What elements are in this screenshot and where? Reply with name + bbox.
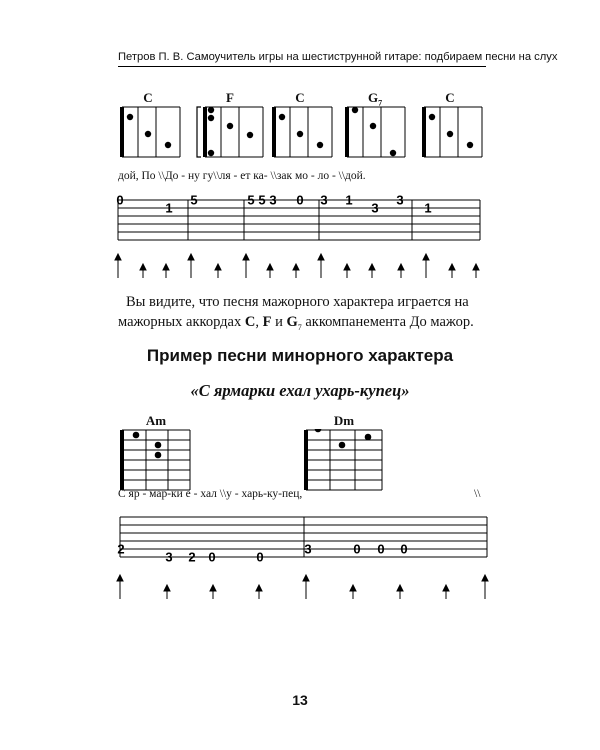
chord-grid xyxy=(302,429,392,509)
tab-staff-1 xyxy=(112,190,487,280)
tab-note: 3 xyxy=(320,192,328,208)
tab-note: 1 xyxy=(424,200,432,216)
tab-note: 5 xyxy=(190,192,198,208)
chord-name: F xyxy=(226,90,234,105)
tab-note: 0 xyxy=(296,192,304,208)
tab-note: 1 xyxy=(345,192,353,208)
chord-name: Am xyxy=(145,413,167,428)
chord-grid xyxy=(270,106,340,176)
lyrics-line-2-end: \\ xyxy=(474,488,481,500)
chord-name: C xyxy=(295,90,305,105)
tab-note: 3 xyxy=(396,192,404,208)
song-title: «С ярмарки ехал ухарь-купец» xyxy=(190,381,410,400)
section-title: Пример песни минорного характера xyxy=(146,346,454,365)
chord-name: $G_7$ xyxy=(367,90,383,108)
running-header: Петров П. В. Самоучитель игры на шестиструнной гитаре: подбираем песни на слух xyxy=(118,51,558,63)
tab-note: 2 xyxy=(117,541,125,557)
header-rule xyxy=(118,66,486,67)
chord-grid xyxy=(194,106,270,176)
tab-note: 0 xyxy=(256,549,264,565)
tab-staff-2 xyxy=(112,507,492,602)
chord-grid xyxy=(118,106,188,176)
paragraph-line-2: мажорных аккордах C, F и $G_7$ аккомпанемента До мажор. xyxy=(118,314,474,332)
tab-note: 2 xyxy=(188,549,196,565)
tab-note: 0 xyxy=(208,549,216,565)
lyrics-line-2: С яр - мар-ки е - хал \\у - харь-ку-пец, xyxy=(118,488,303,500)
tab-note: 3 xyxy=(269,192,277,208)
tab-note: 0 xyxy=(400,541,408,557)
paragraph-line-1: Вы видите, что песня мажорного характера играется на xyxy=(126,294,469,310)
tab-note: 3 xyxy=(371,200,379,216)
tab-note: 0 xyxy=(353,541,361,557)
tab-note: 0 xyxy=(377,541,385,557)
tab-note: 1 xyxy=(165,200,173,216)
tab-note: 5 xyxy=(258,192,266,208)
tab-note: 3 xyxy=(165,549,173,565)
tab-note: 5 xyxy=(247,192,255,208)
chord-name: Dm xyxy=(333,413,355,428)
chord-grid xyxy=(343,106,413,176)
page-number: 13 xyxy=(292,692,308,708)
lyrics-line-1: дой, По \\До - ну гу\\ля - ет ка- \\зак мо - ло - \\дой. xyxy=(118,170,366,182)
chord-grid xyxy=(420,106,490,176)
tab-note: 3 xyxy=(304,541,312,557)
chord-name: C xyxy=(143,90,153,105)
tab-note: 0 xyxy=(116,192,124,208)
chord-name: C xyxy=(445,90,455,105)
